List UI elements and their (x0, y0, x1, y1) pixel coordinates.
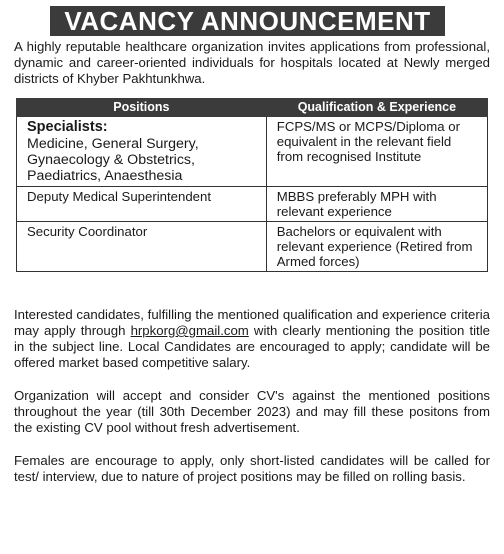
qualification-cell: MBBS preferably MPH with relevant experience (266, 187, 487, 222)
column-header-positions: Positions (17, 99, 267, 117)
qualification-cell: FCPS/MS or MCPS/Diploma or equivalent in the relevant field from recognised Institute (266, 117, 487, 187)
females-paragraph: Females are encourage to apply, only short-listed candidates will be called for test/ interview, due to nature of project positions may be filled on rolling basis. (14, 453, 490, 484)
position-cell (17, 117, 267, 187)
position-cell: Deputy Medical Superintendent (17, 187, 267, 222)
intro-paragraph: A highly reputable healthcare organization invites applications from professional, dynamic and career-oriented individuals for hospitals located at Newly merged districts of Khyber Pakhtunkhwa. (14, 39, 490, 86)
email-link[interactable]: hrpkorg@gmail.com (130, 323, 249, 338)
vacancy-table (16, 98, 488, 272)
position-text: Medicine, General Surgery, Gynaecology & Obstetrics, Paediatrics, Anaesthesia (27, 136, 199, 184)
table-row (17, 222, 488, 272)
table-row (17, 187, 488, 222)
application-text-after: with clearly mentioning the position title in the subject line. Local Candidates are encouraged to apply; candidate will be offered market based competitive salary. (14, 323, 490, 370)
position-heading: Specialists: (27, 119, 108, 135)
table-header-row (17, 99, 488, 117)
column-header-qualification: Qualification & Experience (266, 99, 487, 117)
table-row (17, 117, 488, 187)
position-cell: Security Coordinator (17, 222, 267, 272)
application-text-before: Interested candidates, fulfilling the mentioned qualification and experience criteria may apply through (14, 307, 490, 338)
cv-policy-paragraph: Organization will accept and consider CV's against the mentioned positions throughout the year (till 30th December 2023) and may fill these positons from the existing CV pool without fresh advertisement. (14, 388, 490, 435)
qualification-cell: Bachelors or equivalent with relevant experience (Retired from Armed forces) (266, 222, 487, 272)
application-paragraph (14, 307, 490, 371)
page-title: VACANCY ANNOUNCEMENT (50, 6, 445, 36)
